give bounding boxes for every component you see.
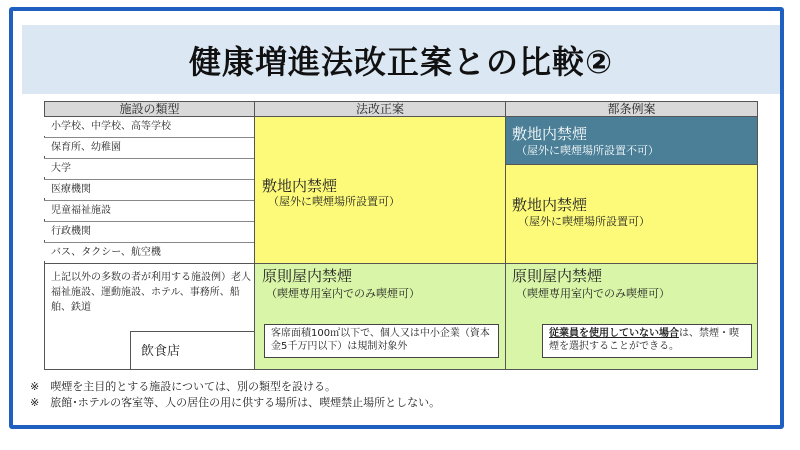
facility-item: 医療機関 [44,179,254,198]
title-bar [22,25,780,94]
ordinance-exception-rest: は、禁煙・喫煙を選択することができる。 [549,328,739,352]
others-text: 上記以外の多数の者が利用する施設例）老人福祉施設、運動施設、ホテル、事務所、船舶、鉄道 [51,272,251,313]
law-premises-main: 敷地内禁煙 [262,177,338,195]
ordinance-indoor-sub: （喫煙専用室内でのみ喫煙可） [516,287,670,300]
ordinance-premises-cell [505,164,758,264]
ordinance-premises-sub: （屋外に喫煙場所設置可） [518,215,650,228]
facility-item: バス、タクシー、航空機 [44,242,254,261]
ordinance-indoor-main: 原則屋内禁煙 [512,267,603,285]
facility-item: 保育所、幼稚園 [44,137,254,156]
facility-item: 大学 [44,158,254,177]
ordinance-exception-lead: 従業員を使用していない場合 [549,328,679,339]
law-indoor-sub: （喫煙専用室内でのみ喫煙可） [266,287,420,300]
ordinance-strict-main: 敷地内禁煙 [512,125,588,143]
ordinance-premises-main: 敷地内禁煙 [512,196,588,214]
law-premises-sub: （屋外に喫煙場所設置可） [268,195,400,208]
ordinance-exception-box [542,324,752,358]
footnote: ※ 喫煙を主目的とする施設については、別の類型を設ける。 [30,380,336,393]
law-exception-box: 客席面積100㎡以下で、個人又は中小企業（資本金5千万円以下）は規制対象外 [264,324,499,358]
header-law: 法改正案 [254,101,506,117]
header-type: 施設の類型 [44,101,255,117]
ordinance-strict-sub: （屋外に喫煙場所設置不可） [516,144,659,157]
facility-item: 児童福祉施設 [44,200,254,219]
restaurant-label: 飲食店 [130,331,255,370]
slide-title: 健康増進法改正案との比較② [188,42,614,81]
facility-item: 行政機関 [44,221,254,240]
header-ordinance: 都条例案 [505,101,758,117]
law-indoor-main: 原則屋内禁煙 [262,267,353,285]
footnote: ※ 旅館･ホテルの客室等、人の居住の用に供する場所は、喫煙禁止場所としない。 [30,396,441,409]
facility-item: 小学校、中学校、高等学校 [44,117,254,136]
